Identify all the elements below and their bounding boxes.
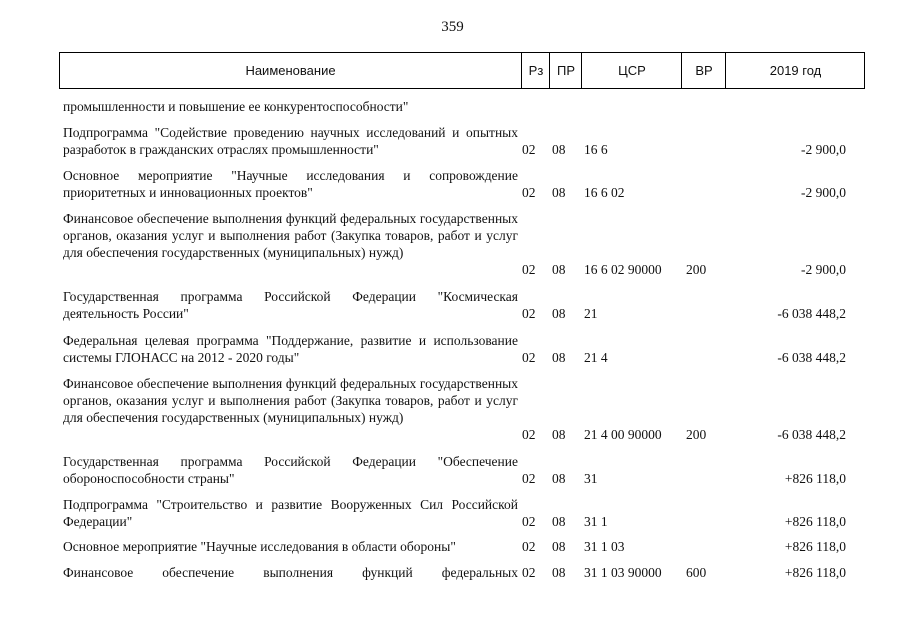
row-rz: 02	[522, 262, 536, 277]
row-name: Подпрограмма "Строительство и развитие Вооруженных Сил Российской Федерации"	[63, 497, 518, 529]
row-name: промышленности и повышение ее конкурентоспособности"	[63, 99, 409, 114]
header-rz: Рз	[521, 53, 550, 88]
row-pr: 08	[552, 565, 566, 580]
row-name: Государственная программа Российской Федерации "Космическая деятельность России"	[63, 289, 518, 321]
row-rz: 02	[522, 514, 536, 529]
row-rz: 02	[522, 471, 536, 486]
header-vr: ВР	[681, 53, 726, 88]
row-sum: -2 900,0	[801, 262, 846, 277]
header-csr: ЦСР	[581, 53, 682, 88]
row-name: Финансовое обеспечение выполнения функций федеральных государственных органов, оказания услуг и выполнения работ (Закупка товаров, работ и услуг для обеспечения государственных (муниципальных) нужд)	[63, 211, 518, 260]
table-row	[0, 98, 905, 115]
table-row	[0, 167, 905, 201]
row-csr: 31 1 03	[584, 539, 625, 554]
table-header	[59, 52, 865, 89]
row-rz: 02	[522, 350, 536, 365]
row-csr: 16 6	[584, 142, 608, 157]
row-rz: 02	[522, 427, 536, 442]
table-row	[0, 453, 905, 487]
row-rz: 02	[522, 565, 536, 580]
row-sum: +826 118,0	[784, 539, 846, 554]
table-row	[0, 375, 905, 443]
row-vr: 200	[686, 427, 707, 442]
row-sum: -6 038 448,2	[777, 306, 846, 321]
row-pr: 08	[552, 306, 566, 321]
header-year: 2019 год	[725, 53, 865, 88]
row-pr: 08	[552, 514, 566, 529]
table-row	[0, 332, 905, 366]
table-row	[0, 496, 905, 530]
header-pr: ПР	[549, 53, 582, 88]
row-sum: +826 118,0	[784, 471, 846, 486]
row-rz: 02	[522, 539, 536, 554]
row-name: Государственная программа Российской Федерации "Обеспечение обороноспособности страны"	[63, 454, 518, 486]
row-pr: 08	[552, 142, 566, 157]
row-csr: 31 1	[584, 514, 608, 529]
row-rz: 02	[522, 306, 536, 321]
row-name: Финансовое обеспечение выполнения функций федеральных государственных органов, оказания услуг и выполнения работ (Закупка товаров, работ и услуг для обеспечения государственных (муниципальных) нужд)	[63, 376, 518, 425]
row-vr: 600	[686, 565, 707, 580]
row-csr: 31	[584, 471, 598, 486]
row-sum: -6 038 448,2	[777, 350, 846, 365]
row-sum: -2 900,0	[801, 185, 846, 200]
row-pr: 08	[552, 262, 566, 277]
row-sum: +826 118,0	[784, 565, 846, 580]
row-sum: -2 900,0	[801, 142, 846, 157]
row-rz: 02	[522, 185, 536, 200]
row-name: Основное мероприятие "Научные исследования и сопровождение приоритетных и инновационных проектов"	[63, 168, 518, 200]
row-pr: 08	[552, 350, 566, 365]
row-name: Федеральная целевая программа "Поддержание, развитие и использование системы ГЛОНАСС на 2012 - 2020 годы"	[63, 333, 518, 365]
row-csr: 16 6 02 90000	[584, 262, 662, 277]
table-row	[0, 288, 905, 322]
header-name: Наименование	[245, 63, 336, 78]
row-pr: 08	[552, 427, 566, 442]
row-csr: 21	[584, 306, 598, 321]
row-sum: +826 118,0	[784, 514, 846, 529]
row-vr: 200	[686, 262, 707, 277]
table-row	[0, 564, 905, 581]
row-name: Финансовое обеспечение выполнения функций федеральных	[63, 565, 518, 580]
table-row	[0, 124, 905, 158]
row-csr: 16 6 02	[584, 185, 625, 200]
row-csr: 21 4	[584, 350, 608, 365]
row-pr: 08	[552, 185, 566, 200]
row-csr: 21 4 00 90000	[584, 427, 662, 442]
row-csr: 31 1 03 90000	[584, 565, 662, 580]
row-sum: -6 038 448,2	[777, 427, 846, 442]
row-name: Подпрограмма "Содействие проведению научных исследований и опытных разработок в гражданских отраслях промышленности"	[63, 125, 518, 157]
row-pr: 08	[552, 471, 566, 486]
page-number: 359	[441, 19, 464, 35]
row-pr: 08	[552, 539, 566, 554]
table-row	[0, 538, 905, 555]
table-row	[0, 210, 905, 278]
row-name: Основное мероприятие "Научные исследования в области обороны"	[63, 539, 456, 554]
row-rz: 02	[522, 142, 536, 157]
